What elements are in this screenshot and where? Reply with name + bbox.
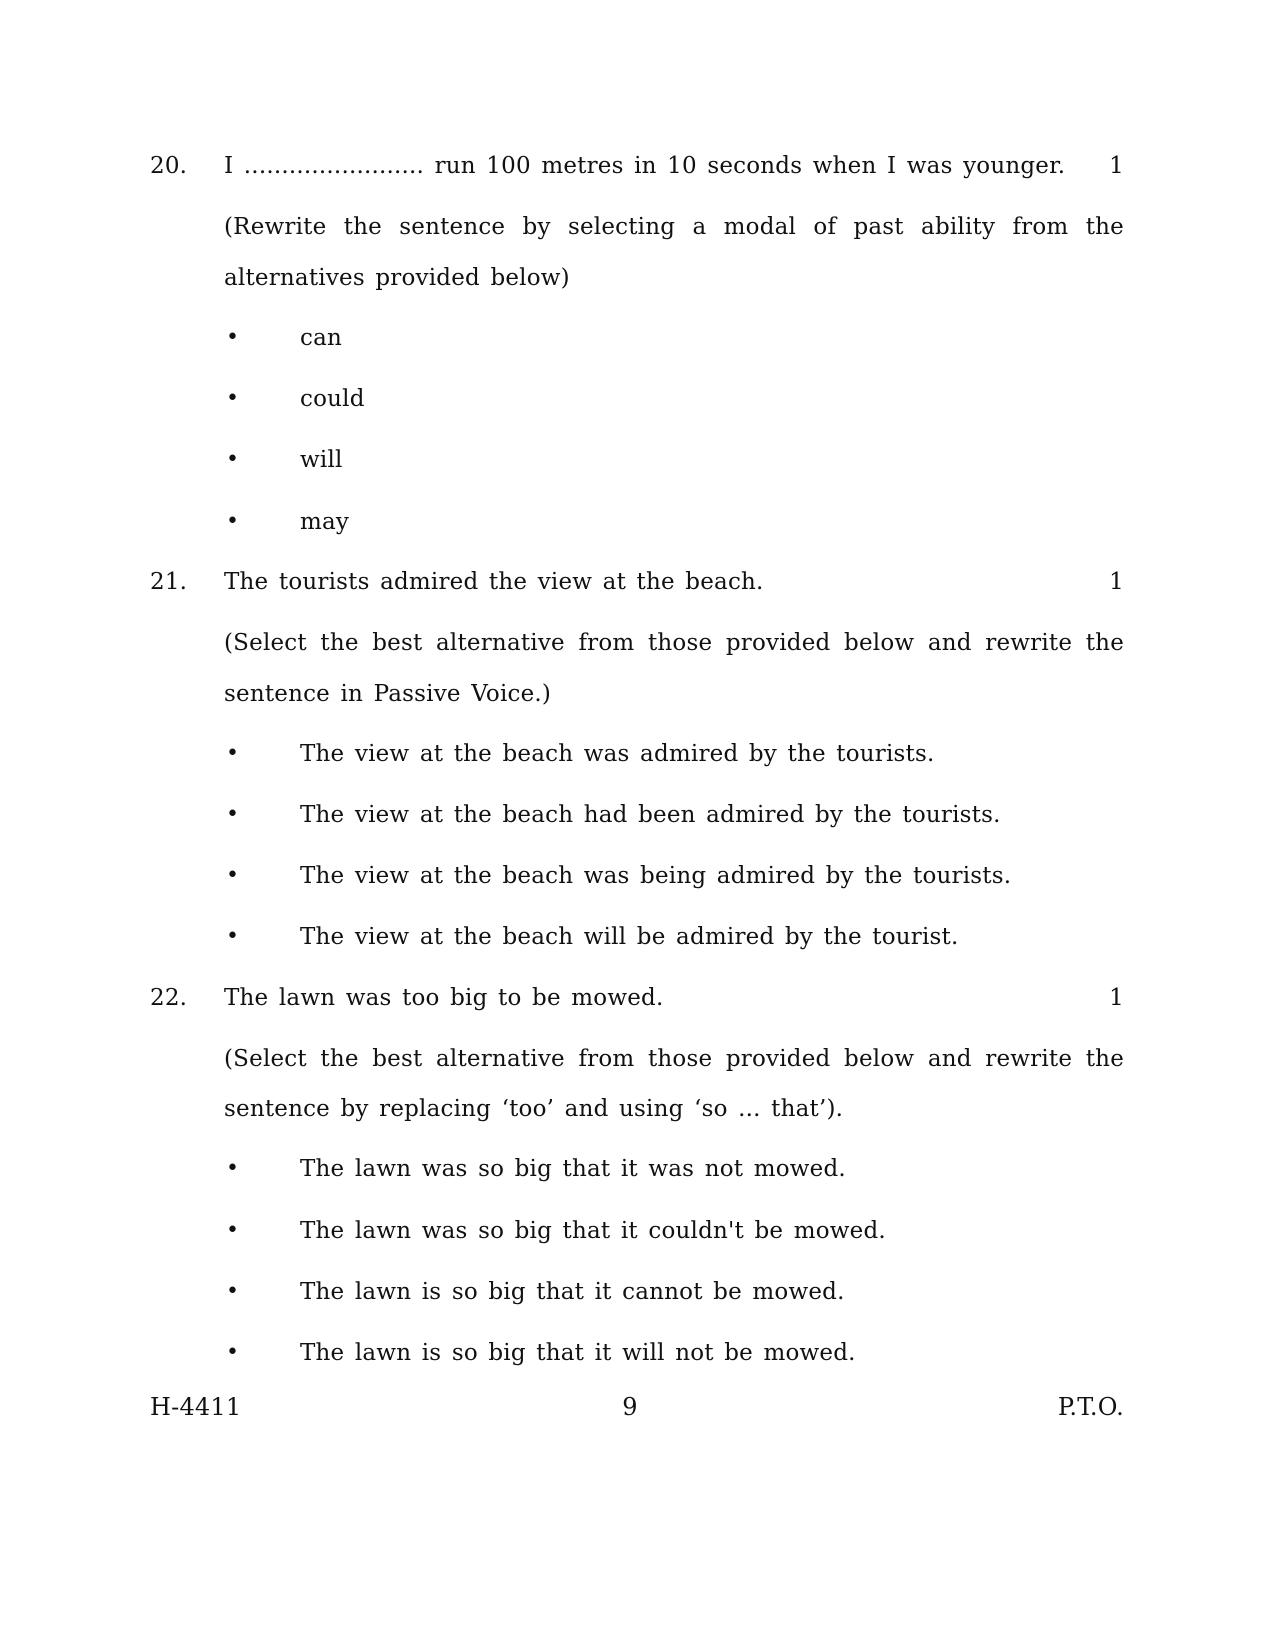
option-text: The view at the beach will be admired by the tourist. bbox=[300, 924, 959, 950]
paper-code: H-4411 bbox=[150, 1393, 242, 1421]
bullet-icon: • bbox=[226, 924, 240, 949]
question-marks: 1 bbox=[1109, 569, 1124, 595]
option-text: The view at the beach had been admired by the tourists. bbox=[300, 802, 1001, 828]
bullet-icon: • bbox=[226, 1156, 240, 1181]
option-text: The view at the beach was being admired by the tourists. bbox=[300, 863, 1012, 889]
question-stem: The lawn was too big to be mowed. bbox=[224, 985, 664, 1011]
option-text: The lawn was so big that it was not mowed. bbox=[300, 1156, 846, 1182]
option-text: The lawn was so big that it couldn't be mowed. bbox=[300, 1218, 886, 1244]
page-number: 9 bbox=[622, 1393, 638, 1421]
question-number: 21. bbox=[150, 569, 188, 595]
option-text: The lawn is so big that it cannot be mowed. bbox=[300, 1279, 845, 1305]
question-marks: 1 bbox=[1109, 985, 1124, 1011]
bullet-icon: • bbox=[226, 741, 240, 766]
please-turn-over: P.T.O. bbox=[1057, 1393, 1124, 1421]
bullet-icon: • bbox=[226, 447, 240, 472]
bullet-icon: • bbox=[226, 386, 240, 411]
question-stem: The tourists admired the view at the beach. bbox=[224, 569, 764, 595]
bullet-icon: • bbox=[226, 509, 240, 534]
option-text: may bbox=[300, 509, 350, 535]
question-instruction: (Rewrite the sentence by selecting a modal of past ability from the bbox=[224, 214, 1124, 240]
question-instruction: (Select the best alternative from those provided below and rewrite the bbox=[224, 1046, 1124, 1072]
question-instruction-continued: alternatives provided below) bbox=[224, 265, 570, 291]
bullet-icon: • bbox=[226, 863, 240, 888]
option-text: The view at the beach was admired by the tourists. bbox=[300, 741, 935, 767]
bullet-icon: • bbox=[226, 1218, 240, 1243]
bullet-icon: • bbox=[226, 325, 240, 350]
option-text: can bbox=[300, 325, 343, 351]
question-instruction-continued: sentence in Passive Voice.) bbox=[224, 681, 552, 707]
bullet-icon: • bbox=[226, 802, 240, 827]
question-stem: I ........................ run 100 metres in 10 seconds when I was younger. bbox=[224, 153, 1066, 179]
question-number: 22. bbox=[150, 985, 188, 1011]
question-instruction: (Select the best alternative from those provided below and rewrite the bbox=[224, 630, 1124, 656]
question-marks: 1 bbox=[1109, 153, 1124, 179]
option-text: will bbox=[300, 447, 343, 473]
option-text: could bbox=[300, 386, 365, 412]
bullet-icon: • bbox=[226, 1279, 240, 1304]
option-text: The lawn is so big that it will not be mowed. bbox=[300, 1340, 856, 1366]
question-number: 20. bbox=[150, 153, 188, 179]
question-instruction-continued: sentence by replacing ‘too’ and using ‘so ... that’). bbox=[224, 1096, 844, 1122]
bullet-icon: • bbox=[226, 1340, 240, 1365]
